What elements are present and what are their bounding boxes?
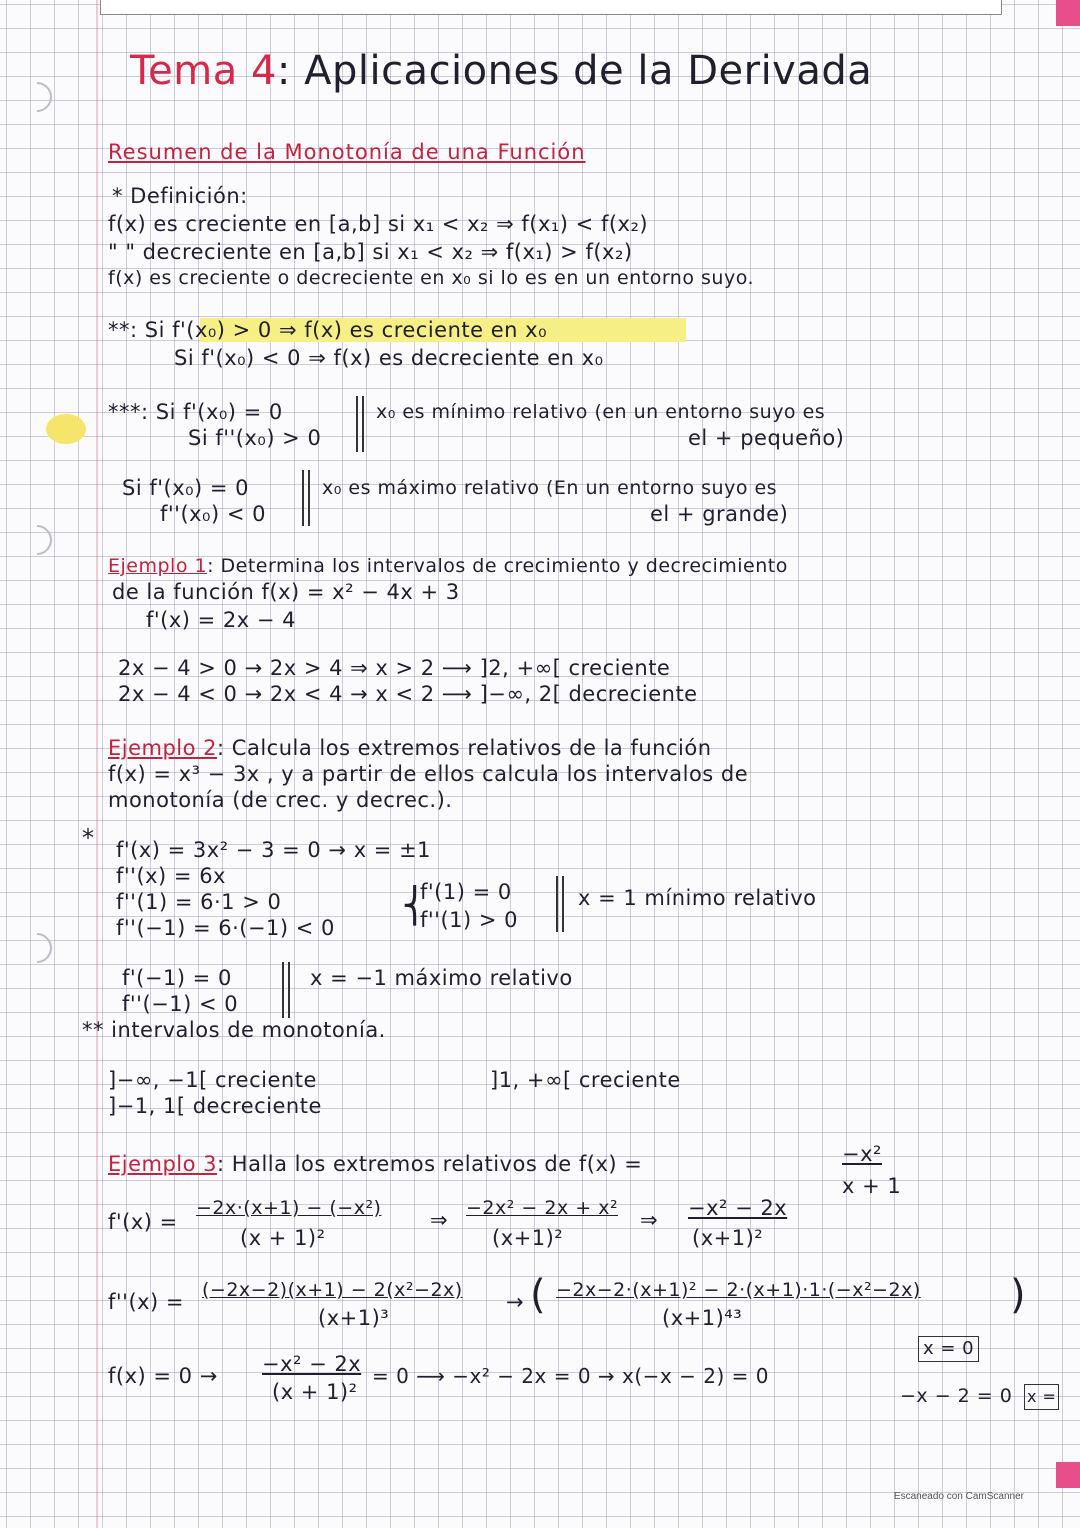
fraction-denominator: (x+1)⁴³ [662,1306,743,1330]
brace: ⎨ [402,886,428,926]
ejemplo1-result: 2x − 4 > 0 → 2x > 4 ⇒ x > 2 ⟶ ]2, +∞[ creciente [118,656,671,680]
ejemplo2-enunciado: f(x) = x³ − 3x , y a partir de ellos calcula los intervalos de [108,762,749,786]
ejemplo3-text: : Halla los extremos relativos de f(x) = [217,1152,643,1176]
fraction-numerator: −x² [842,1142,882,1166]
maximo-cond: f''(x₀) < 0 [160,502,266,526]
ejemplo3-eq-label: f(x) = 0 → [108,1364,218,1388]
ejemplo2-step: f''(−1) < 0 [122,992,239,1016]
ejemplo2-step: f''(1) = 6·1 > 0 [116,890,282,914]
binder-hole [16,76,58,118]
fraction-numerator: −x² − 2x [262,1352,362,1376]
ejemplo1-enunciado: de la función f(x) = x² − 4x + 3 [112,580,460,604]
bracket: ( [530,1272,547,1318]
title-rest: : Aplicaciones de la Derivada [276,48,873,94]
divider-bar [356,396,358,452]
ejemplo3-label: Ejemplo 3 [108,1152,218,1176]
fraction-denominator: (x+1)² [492,1226,564,1250]
ejemplo2-step: f''(x) = 6x [116,864,226,888]
maximo-cond: Si f'(x₀) = 0 [122,476,250,500]
definicion-line: f(x) es creciente en [a,b] si x₁ < x₂ ⇒ f(x₁) < f(x₂) [108,212,649,236]
ejemplo2-text: : Calcula los extremos relativos de la función [217,736,712,760]
fraction-numerator: −2x² − 2x + x² [466,1197,619,1219]
binder-hole [16,519,58,561]
ejemplo2-intervalos: ** intervalos de monotonía. [82,1018,386,1042]
bracket: ) [1010,1272,1027,1318]
derivada-line: **: Si f'(x₀) > 0 ⇒ f(x) es creciente en x₀ [108,318,547,342]
fraction-denominator: x + 1 [842,1174,902,1198]
ejemplo2-interval: ]−1, 1[ decreciente [108,1094,322,1118]
ejemplo1-enunciado [108,554,788,578]
minimo-result: el + pequeño) [688,426,845,450]
scanner-watermark: Escaneado con CamScanner [893,1491,1024,1502]
minimo-result: x₀ es mínimo relativo (en un entorno suyo es [376,401,826,423]
corner-tab-bottom [1056,1462,1080,1488]
fraction-denominator: (x+1)³ [318,1306,390,1330]
arrow: → [506,1290,525,1314]
ejemplo1-derivada: f'(x) = 2x − 4 [146,608,297,632]
star-mark: * [82,824,95,852]
ejemplo1-label: Ejemplo 1 [108,555,208,577]
ejemplo2-enunciado: monotonía (de crec. y decrec.). [108,788,453,812]
ejemplo2-step: f'(x) = 3x² − 3 = 0 → x = ±1 [116,838,432,862]
page-title [130,48,872,94]
ejemplo2-interval: ]1, +∞[ creciente [490,1068,681,1092]
ejemplo2-interval: ]−∞, −1[ creciente [108,1068,317,1092]
ejemplo2-result: x = 1 mínimo relativo [578,886,817,910]
divider-bar [282,962,284,1018]
divider-bar [308,470,310,526]
ejemplo2-step: f'(−1) = 0 [122,966,232,990]
ejemplo2-label: Ejemplo 2 [108,736,218,760]
maximo-result: x₀ es máximo relativo (En un entorno suyo es [322,477,778,499]
fraction-numerator: −2x·(x+1) − (−x²) [196,1197,382,1219]
margin-line [96,0,98,1528]
ejemplo2-result: x = −1 máximo relativo [310,966,573,990]
ejemplo3-eq: = 0 ⟶ −x² − 2x = 0 → x(−x − 2) = 0 [372,1364,769,1388]
fraction-numerator: (−2x−2)(x+1) − 2(x²−2x) [202,1279,463,1301]
ejemplo2-step: f''(1) > 0 [420,908,518,932]
fraction-numerator: −2x−2·(x+1)² − 2·(x+1)·1·(−x²−2x) [556,1279,921,1301]
divider-bar [556,876,558,932]
ejemplo2-step: f''(−1) = 6·(−1) < 0 [116,916,335,940]
title-tema: Tema 4 [130,48,277,94]
ejemplo1-text: : Determina los intervalos de crecimiento y decrecimiento [207,555,788,577]
ejemplo2-step: f'(1) = 0 [420,880,512,904]
binder-hole [16,927,58,969]
divider-bar [288,962,290,1018]
fraction-numerator: −x² − 2x [688,1196,788,1220]
ejemplo3-fpp-label: f''(x) = [108,1290,185,1314]
derivada-line: Si f'(x₀) < 0 ⇒ f(x) es decreciente en x₀ [174,346,604,370]
fraction-denominator: (x+1)² [692,1226,764,1250]
ejemplo3-fp-label: f'(x) = [108,1210,178,1234]
fraction-denominator: (x + 1)² [272,1380,358,1404]
subtitle: Resumen de la Monotonía de una Función [108,140,586,164]
divider-bar [562,876,564,932]
minimo-cond: ***: Si f'(x₀) = 0 [108,400,283,424]
solution: −x − 2 = 0 [900,1385,1013,1407]
definicion-header: * Definición: [112,184,248,208]
implies-arrow: ⇒ [640,1208,659,1232]
top-margin-box [100,0,1002,15]
ejemplo3-enunciado [108,1152,642,1176]
fraction-denominator: (x + 1)² [240,1226,326,1250]
definicion-line: f(x) es creciente o decreciente en x₀ si lo es en un entorno suyo. [108,267,755,289]
ejemplo2-enunciado [108,736,712,760]
definicion-line: " " decreciente en [a,b] si x₁ < x₂ ⇒ f(x₁) > f(x₂) [108,240,633,264]
divider-bar [302,470,304,526]
maximo-result: el + grande) [650,502,789,526]
solution-box: x = 0 [918,1336,979,1362]
divider-bar [362,396,364,452]
solution-box: x = [1024,1384,1059,1410]
corner-tab [1056,0,1080,26]
yellow-dot [46,414,86,444]
ejemplo1-result: 2x − 4 < 0 → 2x < 4 → x < 2 ⟶ ]−∞, 2[ decreciente [118,682,698,706]
minimo-cond: Si f''(x₀) > 0 [188,426,322,450]
implies-arrow: ⇒ [430,1208,449,1232]
